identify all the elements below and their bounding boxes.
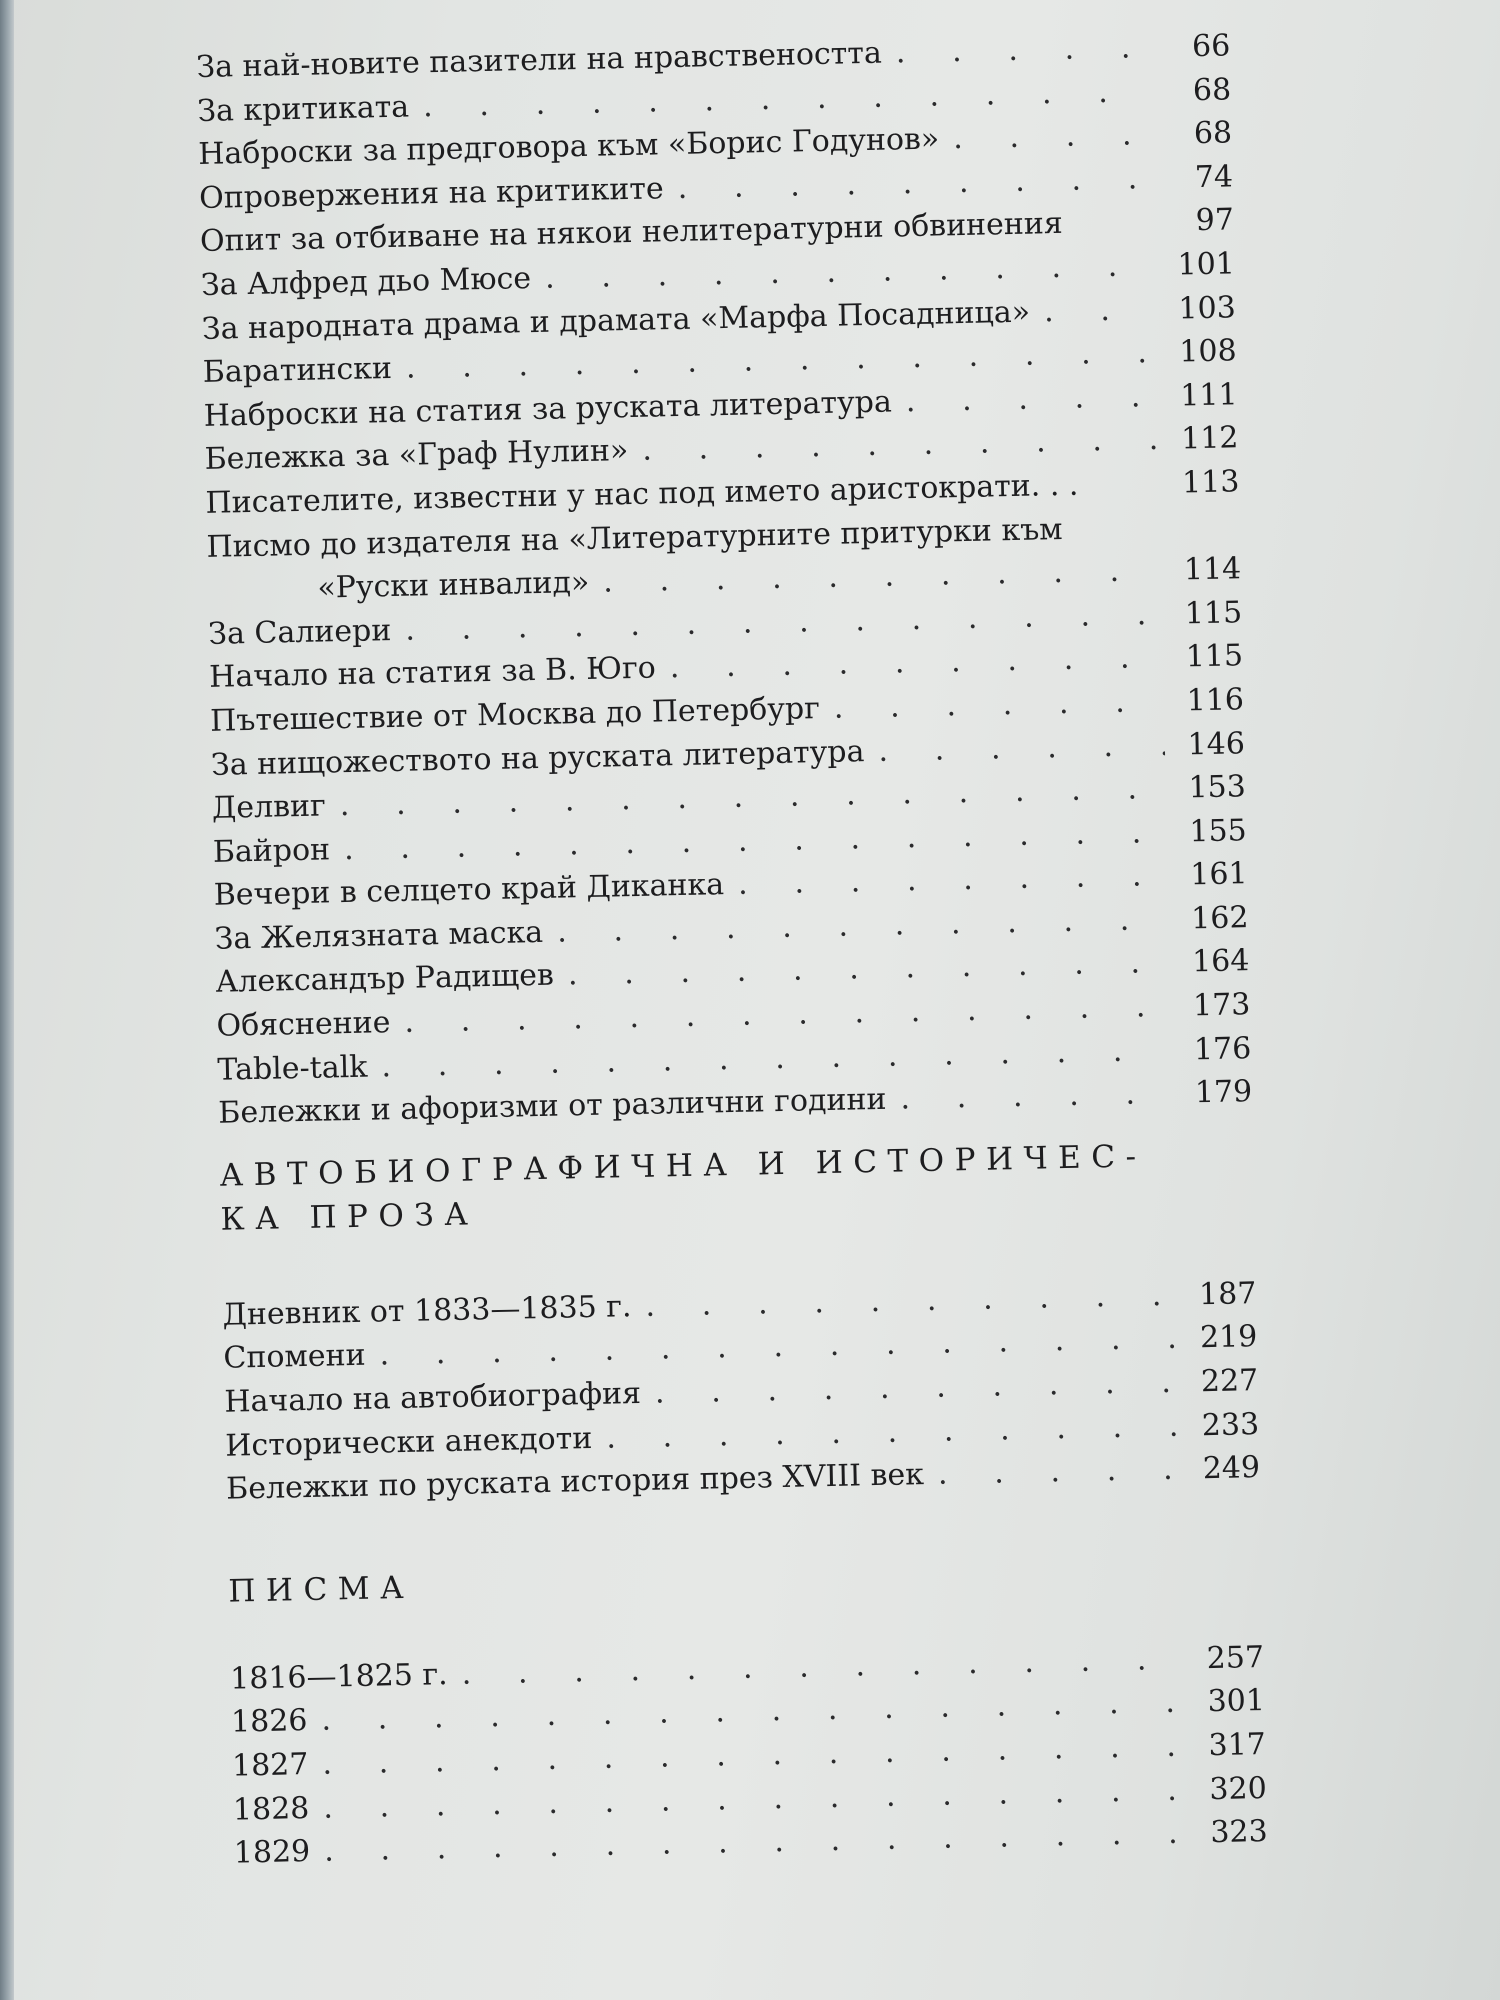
toc-entry-title: Наброски на статия за руската литература — [203, 384, 893, 434]
toc-entry-page: 233 — [1201, 1406, 1260, 1443]
toc-entry-title: За Желязната маска — [214, 914, 544, 957]
toc-entry-page: 68 — [1192, 71, 1232, 108]
page-edge-shadow — [0, 0, 14, 2000]
toc-entry-page: 162 — [1190, 900, 1249, 937]
toc-entry-title: Дневник от 1833—1835 г. — [222, 1289, 632, 1333]
section-heading-autobiographical-cont: КА ПРОЗА — [220, 1196, 479, 1238]
leader-dots — [864, 723, 1165, 773]
toc-entry-title: 1827 — [231, 1747, 309, 1784]
toc-entry-page: 187 — [1198, 1275, 1257, 1313]
toc-entry-page: 323 — [1210, 1814, 1268, 1851]
toc-entry-page: 227 — [1200, 1363, 1259, 1400]
toc-entry-title: Вечери в селцето край Диканка — [213, 867, 725, 914]
toc-entry-page: 103 — [1178, 289, 1237, 327]
toc-entry-title: За критиката — [196, 89, 410, 129]
toc-entry-page: 257 — [1206, 1639, 1265, 1676]
toc-entry-title: 1826 — [230, 1703, 308, 1741]
toc-entry-page: 66 — [1191, 28, 1231, 65]
toc-entry-page: 116 — [1186, 682, 1245, 719]
toc-entry-page — [1160, 535, 1240, 537]
toc-entry-page: 146 — [1187, 725, 1246, 762]
toc-entry-title: За Алфред дьо Мюсе — [200, 261, 532, 303]
toc-entry-page: 114 — [1183, 551, 1242, 588]
toc-entry-title: Баратински — [202, 351, 393, 391]
toc-entry-title: За Салиери — [207, 612, 392, 652]
toc-entry-page: 112 — [1180, 420, 1239, 457]
toc-entry-page: 155 — [1189, 812, 1248, 850]
toc-entry-title: 1816—1825 г. — [229, 1656, 449, 1697]
toc-entry-page: 113 — [1181, 464, 1240, 501]
leader-dots — [881, 26, 1150, 75]
toc-entry-title: Александър Радищев — [215, 958, 555, 1001]
toc-entry-title: Делвиг — [211, 788, 327, 826]
leader-dots — [924, 1448, 1181, 1497]
toc-entry-page: 97 — [1195, 202, 1235, 239]
toc-entry-page: 115 — [1184, 594, 1243, 632]
toc-group-autobiographical — [222, 1272, 1260, 1512]
toc-entry-page: 74 — [1194, 159, 1234, 195]
leader-dots — [891, 375, 1158, 424]
toc-entry-page: 219 — [1199, 1319, 1258, 1356]
toc-entry-page: 317 — [1208, 1726, 1267, 1764]
section-heading-autobiographical: АВТОБИОГРАФИЧНА И ИСТОРИЧЕС- — [219, 1138, 1147, 1194]
toc-entry-page: 176 — [1193, 1030, 1252, 1067]
toc-entry-title: 1829 — [233, 1834, 311, 1871]
toc-entry-page: 179 — [1194, 1074, 1253, 1111]
toc-entry-title: Опит за отбиване на някои нелитературни обвинения — [199, 206, 1064, 260]
toc-entry-title: Писмо до издателя на «Литературните притурки към — [206, 511, 1063, 565]
toc-entry-title: Байрон — [212, 832, 331, 870]
toc-group-letters — [230, 1636, 1268, 1876]
toc-entry-title: Бележки по руската история през XVIII век — [225, 1457, 925, 1507]
toc-entry-title: Наброски за предговора към «Борис Годунов» — [197, 121, 940, 173]
toc-entry-page: 101 — [1177, 246, 1236, 283]
leader-dots — [939, 113, 1153, 161]
toc-entry-title: Table-talk — [217, 1049, 368, 1088]
toc-entry-page: 108 — [1178, 333, 1237, 370]
toc-entry-page: 320 — [1209, 1770, 1268, 1807]
toc-entry-page: 161 — [1189, 856, 1248, 893]
leader-dots — [819, 680, 1164, 731]
toc-entry-page: 301 — [1207, 1683, 1266, 1720]
toc-entry-page: 111 — [1179, 377, 1238, 414]
leader-dots — [1063, 231, 1154, 233]
toc-entry-title: Писателите, известни у нас под името аристократи. . . — [205, 467, 1079, 521]
leader-dots — [1079, 493, 1160, 495]
toc-entry-title: Спомени — [223, 1338, 366, 1377]
toc-entry-page: 173 — [1192, 987, 1251, 1024]
toc-entry-page: 249 — [1202, 1450, 1261, 1487]
toc-entry-title: Начало на статия за В. Юго — [208, 650, 657, 696]
toc-entry-title: Обяснение — [216, 1005, 391, 1044]
toc-entry-page: 164 — [1191, 943, 1250, 980]
section-heading-letters: ПИСМА — [227, 1569, 415, 1610]
toc-entry-title: Пътешествие от Москва до Петербург — [209, 690, 821, 739]
leader-dots — [886, 1072, 1173, 1122]
toc-entry-title: За най-новите пазители на нравствеността — [196, 35, 883, 85]
leader-dots — [1030, 288, 1157, 334]
toc-group-articles — [196, 24, 1253, 1135]
toc-entry-page: 153 — [1188, 769, 1247, 806]
toc-entry-title: Бележка за «Граф Нулин» — [204, 433, 629, 478]
toc-entry-title: За народната драма и драмата «Марфа Посадница» — [201, 294, 1031, 347]
table-of-contents — [196, 24, 1268, 1875]
toc-entry-page: 115 — [1185, 638, 1244, 675]
toc-entry-title: Опровержения на критиките — [198, 171, 665, 216]
leader-dots — [1063, 536, 1161, 538]
toc-entry-page: 68 — [1193, 115, 1233, 152]
toc-entry-title: За нищожеството на руската литература — [210, 733, 865, 783]
toc-entry-title: «Руски инвалид» — [317, 565, 590, 606]
toc-entry-title: 1828 — [232, 1790, 310, 1828]
toc-entry-title: Исторически анекдоти — [224, 1420, 593, 1464]
toc-entry-title: Начало на автобиография — [224, 1376, 642, 1420]
toc-entry-title: Бележки и афоризми от различни години — [217, 1082, 887, 1132]
